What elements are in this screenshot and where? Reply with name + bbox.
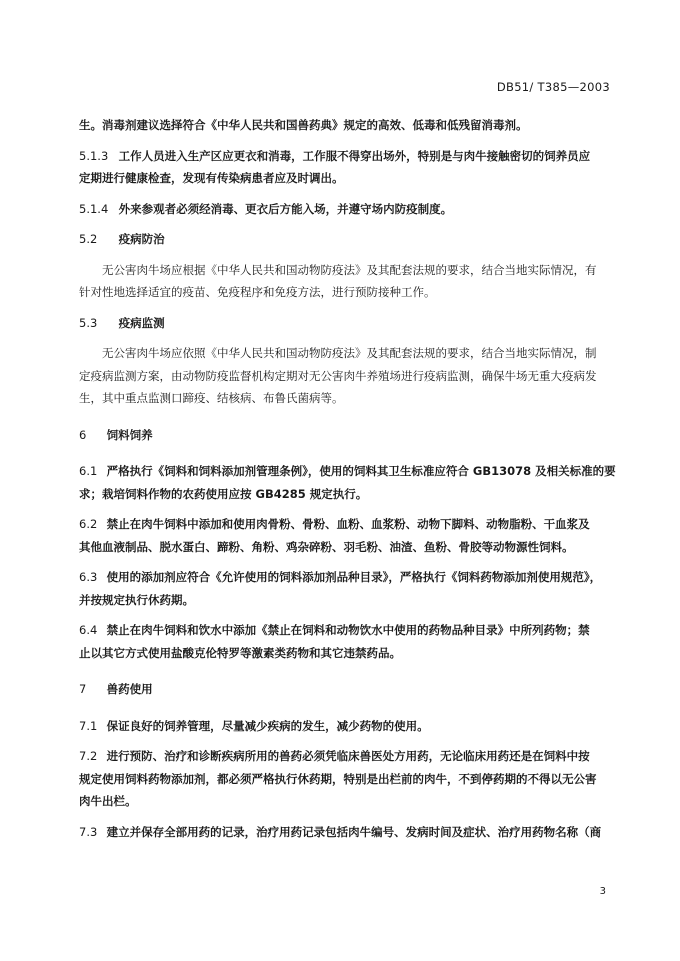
clause-7-2: [79, 745, 601, 768]
section-title: 饲料饲养: [106, 427, 153, 442]
section-number: 7: [79, 682, 87, 696]
clause-text-continued: 其他血液制品、脱水蛋白、蹄粉、角粉、鸡杂碎粉、羽毛粉、油渣、鱼粉、骨胶等动物源性饲料。: [79, 539, 574, 554]
section-heading-6: [79, 424, 601, 447]
clause-text: 保证良好的饲养管理，尽量减少疾病的发生，减少药物的使用。: [106, 718, 429, 733]
clause-number: 6.4: [79, 623, 98, 637]
clause-5-1-4: [79, 198, 601, 221]
clause-7-3: [79, 821, 601, 844]
paragraph-line: 生，其中重点监测口蹄疫、结核病、布鲁氏菌病等。: [79, 391, 344, 405]
clause-7-1: [79, 715, 601, 738]
clause-number: 6.2: [79, 517, 98, 531]
page-number: 3: [599, 886, 606, 897]
clause-6-1: [79, 460, 616, 483]
paragraph-line: 生。消毒剂建议选择符合《中华人民共和国兽药典》规定的高效、低毒和低残留消毒剂。: [79, 118, 528, 132]
clause-text: 使用的添加剂应符合《允许使用的饲料添加剂品种目录》，严格执行《饲料药物添加剂使用规范》，: [106, 570, 602, 584]
clause-text: 进行预防、治疗和诊断疾病所用的兽药必须凭临床兽医处方用药，无论临床用药还是在饲料中按: [106, 749, 590, 763]
clause-text: 建立并保存全部用药的记录，治疗用药记录包括肉牛编号、发病时间及症状、治疗用药物名称（商: [106, 824, 602, 839]
section-number: 5.2: [79, 232, 98, 246]
section-title: 疫病监测: [118, 315, 165, 330]
section-heading-5-2: [79, 228, 601, 251]
section-heading-7: [79, 678, 601, 701]
section-heading-5-3: [79, 312, 601, 335]
clause-number: 7.3: [79, 824, 98, 839]
clause-text: 禁止在肉牛饲料和饮水中添加《禁止在饲料和动物饮水中使用的药物品种目录》中所列药物；禁: [106, 623, 590, 637]
clause-number: 5.1.4: [79, 201, 109, 216]
clause-text: 外来参观者必须经消毒、更衣后方能入场，并遵守场内防疫制度。: [118, 201, 453, 216]
section-title: 兽药使用: [106, 682, 153, 696]
clause-number: 5.1.3: [79, 148, 109, 163]
clause-5-1-3: [79, 145, 601, 168]
clause-text: 禁止在肉牛饲料中添加和使用肉骨粉、骨粉、血粉、血浆粉、动物下脚料、动物脂粉、干血浆及: [106, 517, 590, 531]
clause-number: 6.3: [79, 570, 98, 584]
document-code: DB51/ T385—2003: [496, 80, 610, 94]
clause-text-continued: 肉牛出栏。: [79, 794, 137, 808]
clause-6-2: [79, 513, 601, 536]
section-number: 6: [79, 427, 87, 442]
clause-text: 工作人员进入生产区应更衣和消毒，工作服不得穿出场外，特别是与肉牛接触密切的饲养员应: [118, 148, 591, 163]
clause-text-continued: 并按规定执行休药期。: [79, 592, 194, 607]
section-number: 5.3: [79, 315, 98, 330]
clause-text-continued: 止以其它方式使用盐酸克伦特罗等激素类药物和其它违禁药品。: [79, 645, 401, 660]
clause-6-4: [79, 619, 601, 642]
clause-text-continued: 规定使用饲料药物添加剂，都必须严格执行休药期，特别是出栏前的肉牛，不到停药期的不得以无公害: [79, 771, 597, 786]
paragraph-line: 针对性地选择适宜的疫苗、免疫程序和免疫方法，进行预防接种工作。: [79, 285, 436, 299]
paragraph-line: 定疫病监测方案，由动物防疫监督机构定期对无公害肉牛养殖场进行疫病监测，确保牛场无重大疫病发: [79, 368, 597, 383]
clause-text-continued: 定期进行健康检查，发现有传染病患者应及时调出。: [79, 171, 344, 185]
paragraph-line: 无公害肉牛场应依照《中华人民共和国动物防疫法》及其配套法规的要求，结合当地实际情况，制: [102, 346, 597, 360]
clause-text-continued: 求；栽培饲料作物的农药使用应按 GB4285 规定执行。: [79, 486, 368, 501]
section-title: 疫病防治: [118, 232, 165, 246]
paragraph-line: 无公害肉牛场应根据《中华人民共和国动物防疫法》及其配套法规的要求，结合当地实际情况，有: [102, 262, 597, 277]
clause-number: 7.1: [79, 718, 98, 733]
clause-number: 7.2: [79, 749, 98, 763]
clause-text: 严格执行《饲料和饲料添加剂管理条例》，使用的饲料其卫生标准应符合 GB13078 及相关标准的要: [106, 464, 616, 478]
clause-6-3: [79, 566, 601, 589]
document-body: [79, 114, 616, 843]
clause-number: 6.1: [79, 464, 98, 478]
